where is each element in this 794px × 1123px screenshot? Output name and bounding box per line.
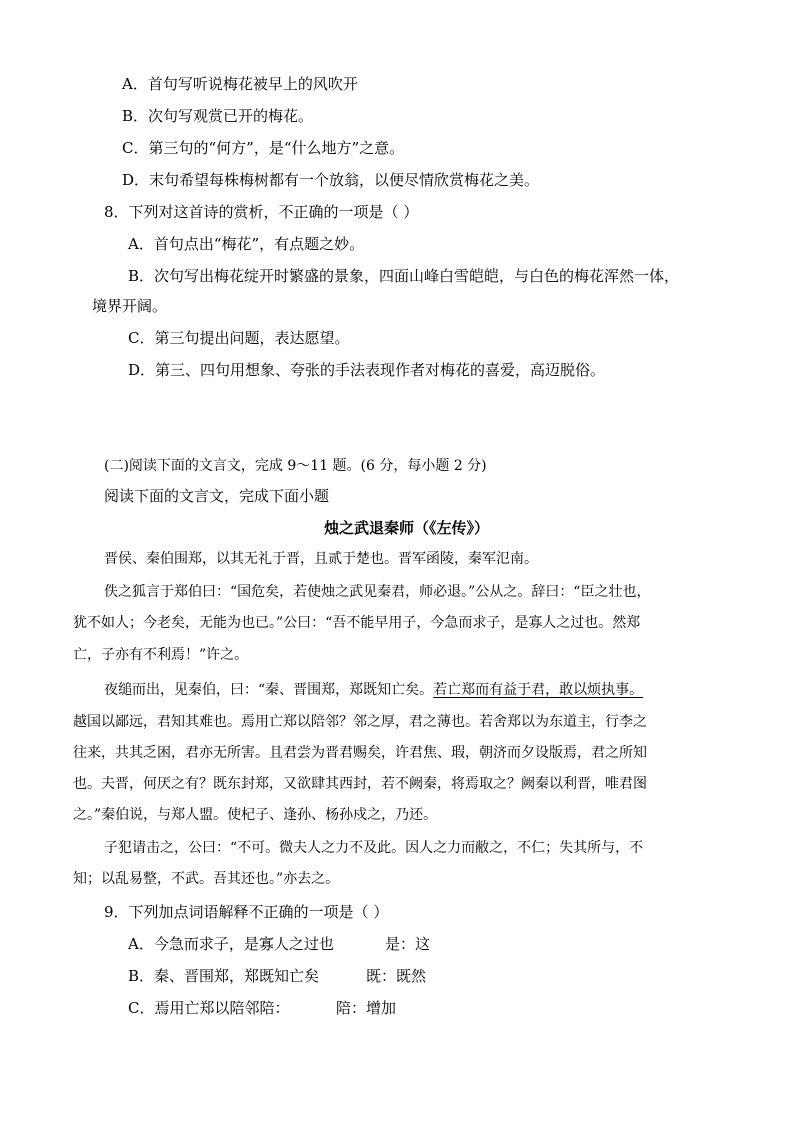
q7-option-d: D．末句希望每株梅树都有一个放翁，以便尽情欣赏梅花之美。: [122, 171, 540, 189]
q8-option-a: A．首句点出“梅花”，有点题之妙。: [128, 235, 365, 253]
q7-option-a: A．首句写听说梅花被早上的风吹开: [122, 75, 358, 93]
q8-stem: 8．下列对这首诗的赏析，不正确的一项是（ ）: [104, 203, 419, 221]
passage-paragraph-3-line-3: 往来，共其乏困，君亦无所害。且君尝为晋君赐矣，许君焦、瑕，朝济而夕设版焉，君之所知: [73, 745, 647, 761]
q9-option-a: A．今急而求子，是寡人之过也: [128, 935, 334, 953]
q8-option-b-line1: B．次句写出梅花绽开时繁盛的景象，四面山峰白雪皑皑，与白色的梅花浑然一体，: [128, 267, 680, 285]
q7-option-c: C．第三句的“何方”，是“什么地方”之意。: [122, 139, 405, 157]
q9-stem: 9．下列加点词语解释不正确的一项是（ ）: [104, 903, 389, 921]
passage-paragraph-4-line-1: 子犯请击之，公曰：“不可。微夫人之力不及此。因人之力而敝之，不仁；失其所与，不: [104, 840, 644, 856]
q9-option-c-gloss: 陪：增加: [336, 999, 397, 1017]
q9-option-a-gloss: 是：这: [385, 935, 431, 953]
passage-paragraph-3-line-2: 越国以鄙远，君知其难也。焉用亡郑以陪邻？邻之厚，君之薄也。若舍郑以为东道主，行李之: [73, 714, 647, 730]
passage-paragraph-1: 晋侯、秦伯围郑，以其无礼于晋，且贰于楚也。晋军函陵，秦军氾南。: [104, 551, 538, 567]
passage-paragraph-2-line-3: 亡，子亦有不利焉！”许之。: [73, 647, 249, 663]
section-heading: (二)阅读下面的文言文，完成 9～11 题。(6 分，每小题 2 分): [104, 458, 487, 474]
q7-option-b: B．次句写观赏已开的梅花。: [122, 107, 314, 125]
q8-option-b-line2: 境界开阔。: [92, 297, 168, 315]
passage-paragraph-3-line-4: 也。夫晋，何厌之有？既东封郑，又欲肆其西封，若不阙秦，将焉取之？阙秦以利晋，唯君图: [73, 776, 647, 792]
section-instruction: 阅读下面的文言文，完成下面小题: [104, 487, 330, 505]
passage-paragraph-3-line-1-text: 夜缒而出，见秦伯，曰：“秦、晋围郑，郑既知亡矣。: [104, 682, 434, 698]
passage-paragraph-2-line-1: 佚之狐言于郑伯曰：“国危矣，若使烛之武见秦君，师必退。”公从之。辞曰：“臣之壮也，: [104, 584, 651, 600]
passage-title: 烛之武退秦师（《左传》）: [324, 519, 490, 537]
passage-paragraph-3-line-1: [104, 680, 643, 700]
passage-paragraph-4-line-2: 知；以乱易整，不武。吾其还也。”亦去之。: [73, 871, 340, 887]
passage-paragraph-2-line-2: 犹不如人；今老矣，无能为也已。”公曰：“吾不能早用子，今急而求子，是寡人之过也。然郑: [73, 615, 641, 631]
q9-option-b: B．秦、晋围郑，郑既知亡矣: [128, 967, 320, 985]
passage-paragraph-3-line-5: 之。”秦伯说，与郑人盟。使杞子、逢孙、杨孙戍之，乃还。: [73, 807, 438, 823]
underlined-sentence: 若亡郑而有益于君，敢以烦执事。: [433, 682, 644, 698]
q9-option-c: C．焉用亡郑以陪邻陪：: [128, 999, 290, 1017]
q9-option-b-gloss: 既：既然: [366, 967, 427, 985]
q8-option-c: C．第三句提出问题，表达愿望。: [128, 329, 350, 347]
q8-option-d: D．第三、四句用想象、夸张的手法表现作者对梅花的喜爱，高迈脱俗。: [128, 361, 606, 379]
